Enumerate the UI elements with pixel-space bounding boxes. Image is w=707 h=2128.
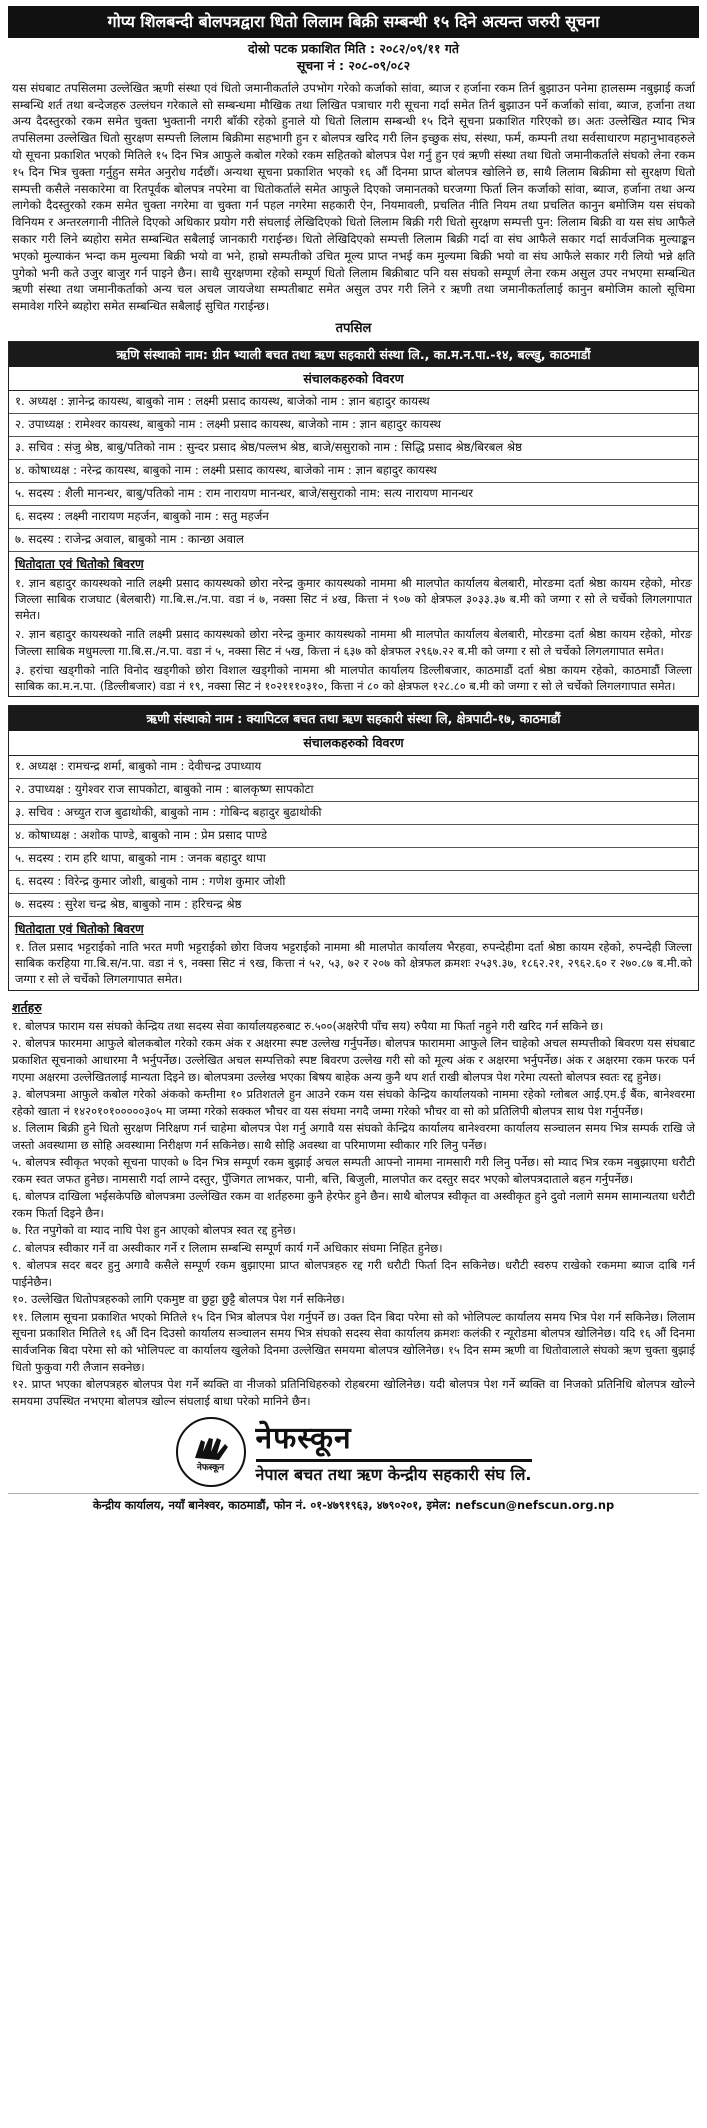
brand-name: नेफस्कून	[255, 1420, 352, 1456]
board-member: ५. सदस्य : राम हरि थापा, बाबुको नाम : जनक बहादुर थापा	[9, 848, 698, 871]
terms-list	[8, 1018, 699, 1409]
term-item: ६. बोलपत्र दाखिला भईसकेपछि बोलपत्रमा उल्लेखित रकम वा शर्तहरुमा कुनै हेरफेर हुने छैन। साथै बोलपत्र स्वीकृत वा अस्वीकृत हुने दुवो नलागे समम सामान्यतया धरौटी रकम फिर्ता दिइने छैन।	[12, 1189, 695, 1220]
notice-number: सूचना नं : २०८-०९/०८२	[296, 57, 411, 73]
collateral-item: १. तिल प्रसाद भट्टराईको नाति भरत मणी भट्टराईको छोरा विजय भट्टराईको नाममा श्री मालपोत कार्यालय भैरहवा, रुपन्देहीमा दर्ता श्रेष्ठा कायम रहेको, रुपन्देही जिल्ला साबिक करहिया गा.बि.स/न.पा. वडा नं ९, नक्सा सिट नं ९ख, कित्ता नं ५२, ५३, ७२ र २०७ को क्षेत्रफल क्रमशः २५३९.३७, १८६२.२१, २९६२.६० र २७०.८७ ब.मी.को जग्गा र सो ले चर्चेको लिगलगापात समेत।	[15, 940, 692, 987]
tapasil-heading: तपसिल	[335, 320, 372, 336]
term-item: १२. प्राप्त भएका बोलपत्रहरु बोलपत्र पेश गर्ने ब्यक्ति वा नीजको प्रतिनिधिहरुको रोहबरमा खोलिनेछ। यदी बोलपत्र पेश गर्ने ब्यक्ति वा निजको प्रतिनिधि बोलपत्र खोल्ने समयमा उपस्थित नभएमा बोलपत्र खोल्न संघलाई बाधा परेको मानिने छैन।	[12, 1377, 695, 1408]
board-member: ७. सदस्य : राजेन्द्र अवाल, बाबुको नाम : कान्छा अवाल	[9, 529, 698, 552]
term-item: ४. लिलाम बिक्री हुने धितो सुरक्षण निरिक्षण गर्न चाहेमा बोलपत्र पेश गर्नु अगावै यस संघको केन्द्रिय कार्यालय बानेश्वरमा कार्यालय सञ्चालन समय भित्र सम्पर्क राखि जे जस्तो अवस्थामा छ सोहि अवस्थामा निरीक्षण गर्न सकिनेछ। साथै सोहि अवस्था वा परिमाणमा स्वीकार गरि लिनु पर्नेछ।	[12, 1121, 695, 1152]
board-member: ४. कोषाध्यक्ष : नरेन्द्र कायस्थ, बाबुको नाम : लक्ष्मी प्रसाद कायस्थ, बाजेको नाम : ज्ञान बहादुर कायस्थ	[9, 460, 698, 483]
board-member: ३. सचिव : अच्युत राज बुढाथोकी, बाबुको नाम : गोबिन्द बहादुर बुढाथोकी	[9, 802, 698, 825]
borrower-section-1	[8, 341, 699, 697]
borrower-section-2	[8, 705, 699, 991]
board-member: ३. सचिव : संजु श्रेष्ठ, बाबु/पतिको नाम : सुन्दर प्रसाद श्रेष्ठ/पल्लभ श्रेष्ठ, बाजे/ससुराको नाम : सिद्धि प्रसाद श्रेष्ठ/बिरबल श्रेष्ठ	[9, 437, 698, 460]
term-item: १०. उल्लेखित धितोपत्रहरुको लागि एकमुष्ट वा छुट्टा छुट्टै बोलपत्र पेश गर्न सकिनेछ।	[12, 1292, 345, 1307]
notice-meta	[8, 41, 699, 75]
board-member: ६. सदस्य : विरेन्द्र कुमार जोशी, बाबुको नाम : गणेश कुमार जोशी	[9, 871, 698, 894]
term-item: २. बोलपत्र फारममा आफुले बोलकबोल गरेको रकम अंक र अक्षरमा स्पष्ट उल्लेख गर्नुपर्नेछ। बोलपत्र फाराममा आफुले लिन चाहेको अचल सम्पत्तीको बिवरण यस संघबाट प्रकाशित सूचनाको आधारमा नै भर्नुपर्नेछ। उल्लेखित अचल सम्पत्तिको स्पष्ट बिवरण उल्लेख गरी सो को मूल्य अंक र अक्षरमा भर्नुपर्नेछ। अंक र अक्षरमा रकम फरक पर्न गएमा अक्षरमा उल्लेखितलाई मान्यता दिइने छ। बोलपत्रमा उल्लेख भएका बिषय बाहेक अन्य कुनै थप शर्त राखी बोलपत्र पेश गरेमा त्यस्तो बोलपत्र स्वतः रद्द हुनेछ।	[12, 1036, 695, 1084]
contact-line: केन्द्रीय कार्यालय, नयाँ बानेश्वर, काठमाडौं, फोन नं. ०१-४७९१९६३, ४७९०२०१, इमेल: nefscun@nefscun.org.np	[8, 1493, 699, 1514]
term-item: ५. बोलपत्र स्वीकृत भएको सूचना पाएको ७ दिन भित्र सम्पूर्ण रकम बुझाई अचल सम्पती आफ्नो नाममा नामसारी गरी लिनु पर्नेछ। सो म्याद भित्र रकम नबुझाएमा धरौटी रकम स्वत जफत हुनेछ। नामसारी गर्दा लाग्ने दस्तुर, पुँजिगत लाभकर, पानी, बत्ति, बिजुली, मालपोत कर दस्तुर सदर भएको बोलपत्रदाताले बहन गर्नुपर्नेछ।	[12, 1155, 695, 1186]
intro-paragraph: यस संघबाट तपसिलमा उल्लेखित ऋणी संस्था एवं धितो जमानीकर्ताले उपभोग गरेको कर्जाको सांवा, ब्याज र हर्जाना रकम तिर्न बुझाउन पनेमा हालसम्म नबुझाई कर्जा सम्बन्धि शर्त तथा बन्देजहरु उल्लंघन गरेकाले सो सम्बन्धमा मौखिक तथा लिखित पत्राचार गरी सूचना गर्दा समेत तिर्न बुझाउन पर्ने कर्जाको सांवा, ब्याज, हर्जाना तथा अन्य दैदस्तुरको रकम समेत चुक्ता भुक्तानी नगरी बाँकी रहेको हुनाले यो धितो लिलाम सम्बन्धी १५ दिने सूचना प्रकाशित गरिएको छ। अतः उल्लेखित म्याद भित्र तपसिलमा उल्लेखित धितो सुरक्षण सम्पत्ती लिलाम बिक्रीमा सहभागी हुन र बोलपत्र खरिद गरी लिन इच्छुक संघ, संस्था, फर्म, कम्पनी तथा सर्वसाधारण महानुभावहरुले यो सूचना प्रकाशित भएको मितिले १५ दिन भित्र आफुले कबोल गरेको रकम सहितको बोलपत्र पेश गर्नु हुन एवं ऋणी संस्था तथा धितो जमानीकर्ताले संघको लेना रकम १५ दिन भित्र चुक्ता गर्नुहुन समेत अनुरोध गर्दछौं। अन्यथा सूचना प्रकाशित भएको १६ औं दिनमा प्राप्त बोलपत्र खोलिने छ, साथै लिलाम बिक्रीमा सो सुरक्षण धितो सम्पत्ती कसैले नसकारेमा वा रितपूर्वक बोलपत्र नपरेमा वा धितोकर्ताले समेत आफुले दिएको जमानतको घरजग्गा फिर्ता लिन कर्जाको सांवा, ब्याज, हर्जाना तथा अन्य लागेको दैदस्तुरको रकम समेत चुक्ता नगरेमा वा चुक्ता गर्न पहल नगरेमा सहकारी ऐन, नियमावली, प्रचलित नीति नियम तथा प्रचलित कानुन बमोजिम यस संघको विनियम र अन्तरलगानी नीतिले दिएको अधिकार प्रयोग गरी संघलाई लेखिदिएको धितो लिलाम बिक्री गरी धितो सुरक्षण सम्पत्ती पुन: लिलाम बिक्री वा यस संघ आफैले सकार गरी लिने ब्यहोरा समेत सम्बन्धित सबैलाई जानकारी गराईन्छ। धितो लेखिदिएको सम्पत्ती लिलाम बिक्री गर्दा वा संघ आफैले सकार गर्दा सार्वजनिक मुल्याङ्कन भएको मुल्याकंन भन्दा कम मुल्यमा बिक्री भयो वा भने, हाम्रो सम्पतीको उचित मूल्य प्राप्त नभई कम मुल्यमा बिक्री भयो वा संघ आफैले सकार गरी लियो भन्ने क्षति पुगेको भनी कते उजुर बाजुर गर्न पाइने छैन। साथै सुरक्षणमा रहेको सम्पूर्ण धितो लिलाम बिक्रीबाट पनि यस संघको सम्पूर्ण लेना रकम असुल उपर नभएमा सम्बन्धित ऋणी संस्था तथा जमानीकर्ताको अन्य चल अचल जायजेथा सम्पतीबाट समेत असुल उपर गरी लिने र ऋणी तथा जमानीकर्तालाई कानुन बमोजिम कालो सूचिमा समावेश गरिने ब्यहोरा समेत सम्बन्धित सबैलाई सुचित गराईन्छ।	[12, 80, 695, 314]
borrower-name: ऋणि संस्थाको नाम: ग्रीन भ्याली बचत तथा ऋण सहकारी संस्था लि., का.म.न.पा.-१४, बल्खु, काठमाडौं	[9, 342, 698, 367]
term-item: ३. बोलपत्रमा आफुले कबोल गरेको अंकको कम्तीमा १० प्रतिशतले हुन आउने रकम यस संघको केन्द्रिय कार्यालयको नाममा रहेको ग्लोबल आई.एम.ई बैंक, बानेश्वरमा रहेको खाता नं १४२०१०१०००००३०५ मा जम्मा गरेको सक्कल भौचर वा यस संघमा नगदै जम्मा गरेको भौचर वा सो को प्रतिलिपी बोलपत्र साथ पेश गर्नुपर्नेछ।	[12, 1087, 695, 1118]
board-member: २. उपाध्यक्ष : रामेश्वर कायस्थ, बाबुको नाम : लक्ष्मी प्रसाद कायस्थ, बाजेको नाम : ज्ञान बहादुर कायस्थ	[9, 414, 698, 437]
term-item: ११. लिलाम सूचना प्रकाशित भएको मितिले १५ दिन भित्र बोलपत्र पेश गर्नुपर्ने छ। उक्त दिन बिदा परेमा सो को भोलिपल्ट कार्यालय समय भित्र पेश गर्न सकिनेछ। लिलाम सूचना प्रकाशित मितिले १६ औं दिन दिउसो कार्यालय सञ्चालन समय भित्र संघको सदस्य सेवा कार्यालय क्रमशः कलंकी र न्यूरोडमा बोलपत्र खोलिनेछ। यदि १६ औं दिनमा सार्वजनिक बिदा परेमा सो को भोलिपल्ट वा कार्यालय खुलेको दिनमा उल्लेखित समयमा बोलपत्र खोलिनेछ। १५ दिन सम्म ऋणी वा धितोवालाले संघको ऋण चुक्ता बुझाई धितो फुकुवा गरी लैजान सक्नेछ।	[12, 1309, 696, 1374]
collateral-item: १. ज्ञान बहादुर कायस्थको नाति लक्ष्मी प्रसाद कायस्थको छोरा नरेन्द्र कुमार कायस्थको नाममा श्री मालपोत कार्यालय बेलबारी, मोरङमा दर्ता श्रेष्ठा कायम रहेको, मोरङ जिल्ला साबिक राजघाट (बेलबारी) गा.बि.स./न.पा. वडा नं ७, नक्सा सिट नं ४ख, कित्ता नं ९०७ को क्षेत्रफल ३०३३.३७ ब.मी को जग्गा र सो ले चर्चेको लिगलगापात समेत।	[15, 575, 692, 623]
logo-caption: नेफस्कून	[196, 1462, 225, 1473]
collateral-item: ३. हरांचा खड्गीको नाति विनोद खड्गीको छोरा विशाल खड्गीको नाममा श्री मालपोत कार्यालय डिल्लीबजार, काठमाडौं दर्ता श्रेष्ठा कायम रहेको, काठमाडौं जिल्ला साबिक का.म.न.पा. (डिल्लीबजार) वडा नं १९, नक्सा सिट नं १०२१११०३१०, कित्ता नं ८० को क्षेत्रफल १२८.८० ब.मी को जग्गा र सो ले चर्चेको लिगलगापात समेत।	[15, 662, 692, 693]
board-heading: संचालकहरुको विवरण	[9, 367, 698, 391]
published-date: दोस्रो पटक प्रकाशित मिति : २०८२/०९/११ गते	[248, 41, 459, 57]
board-member: ६. सदस्य : लक्ष्मी नारायण महर्जन, बाबुको नाम : सतु महर्जन	[9, 506, 698, 529]
board-member: १. अध्यक्ष : ज्ञानेन्द्र कायस्थ, बाबुको नाम : लक्ष्मी प्रसाद कायस्थ, बाजेको नाम : ज्ञान बहादुर कायस्थ	[9, 391, 698, 414]
board-member: १. अध्यक्ष : रामचन्द्र शर्मा, बाबुको नाम : देवीचन्द्र उपाध्याय	[9, 756, 698, 779]
board-member: ४. कोषाध्यक्ष : अशोक पाण्डे, बाबुको नाम : प्रेम प्रसाद पाण्डे	[9, 825, 698, 848]
hands-icon	[191, 1430, 231, 1462]
board-member: ७. सदस्य : सुरेश चन्द्र श्रेष्ठ, बाबुको नाम : हरिचन्द्र श्रेष्ठ	[9, 894, 698, 917]
terms-heading: शर्तहरु	[12, 999, 42, 1015]
borrower-name: ऋणी संस्थाको नाम : क्यापिटल बचत तथा ऋण सहकारी संस्था लि, क्षेत्रपाटी-१७, काठमाडौं	[9, 706, 698, 731]
notice-title: गोप्य शिलबन्दी बोलपत्रद्वारा धितो लिलाम बिक्री सम्बन्धी १५ दिने अत्यन्त जरुरी सूचना	[8, 6, 699, 38]
term-item: १. बोलपत्र फाराम यस संघको केन्द्रिय तथा सदस्य सेवा कार्यालयहरुबाट रु.५००(अक्षरेपी पाँच सय) रुपैया मा फिर्ता नहुने गरी खरिद गर्न सकिने छ।	[12, 1018, 604, 1033]
board-member: ५. सदस्य : शैली मानन्धर, बाबु/पतिको नाम : राम नारायण मानन्धर, बाजे/ससुराको नाम: सत्य नारायण मानन्धर	[9, 483, 698, 506]
collateral-heading: धितोदाता एवं धितोको बिवरण	[15, 921, 144, 936]
brand-block	[256, 1418, 532, 1486]
term-item: ८. बोलपत्र स्वीकार गर्ने वा अस्वीकार गर्ने र लिलाम सम्बन्धि सम्पूर्ण कार्य गर्ने अधिकार संघमा निहित हुनेछ।	[12, 1240, 443, 1255]
collateral-item: २. ज्ञान बहादुर कायस्थको नाति लक्ष्मी प्रसाद कायस्थको छोरा नरेन्द्र कुमार कायस्थको नाममा श्री मालपोत कार्यालय बेलबारी, मोरङमा दर्ता श्रेष्ठा कायम रहेको, मोरङ जिल्ला साबिक मधुमल्ला गा.बि.स./न.पा. वडा नं ५, नक्सा सिट नं ५ख, कित्ता नं ६३७ को क्षेत्रफल २९६७.२२ ब.मी को जग्गा र सो ले चर्चेको लिगलगापात समेत।	[15, 627, 692, 658]
term-item: ७. रित नपुगेको वा म्याद नाघि पेश हुन आएको बोलपत्र स्वत रद्द हुनेछ।	[12, 1223, 296, 1238]
board-heading: संचालकहरुको विवरण	[9, 731, 698, 755]
board-member: २. उपाध्यक्ष : युगेश्वर राज सापकोटा, बाबुको नाम : बालकृष्ण सापकोटा	[9, 779, 698, 802]
brand-subtitle: नेपाल बचत तथा ऋण केन्द्रीय सहकारी संघ लि.	[256, 1459, 532, 1486]
term-item: ९. बोलपत्र सदर बदर हुनु अगावै कसैले सम्पूर्ण रकम बुझाएमा प्राप्त बोलपत्रहरु रद्द गरी धरौटी फिर्ता दिन सकिनेछ। धरौटी स्वरुप राखेको रकममा ब्याज दाबि गर्न पाईनेछैन।	[12, 1258, 695, 1289]
collateral-heading: धितोदाता एवं धितोको बिवरण	[15, 557, 144, 572]
footer	[8, 1417, 699, 1487]
nefscun-logo	[176, 1417, 246, 1487]
